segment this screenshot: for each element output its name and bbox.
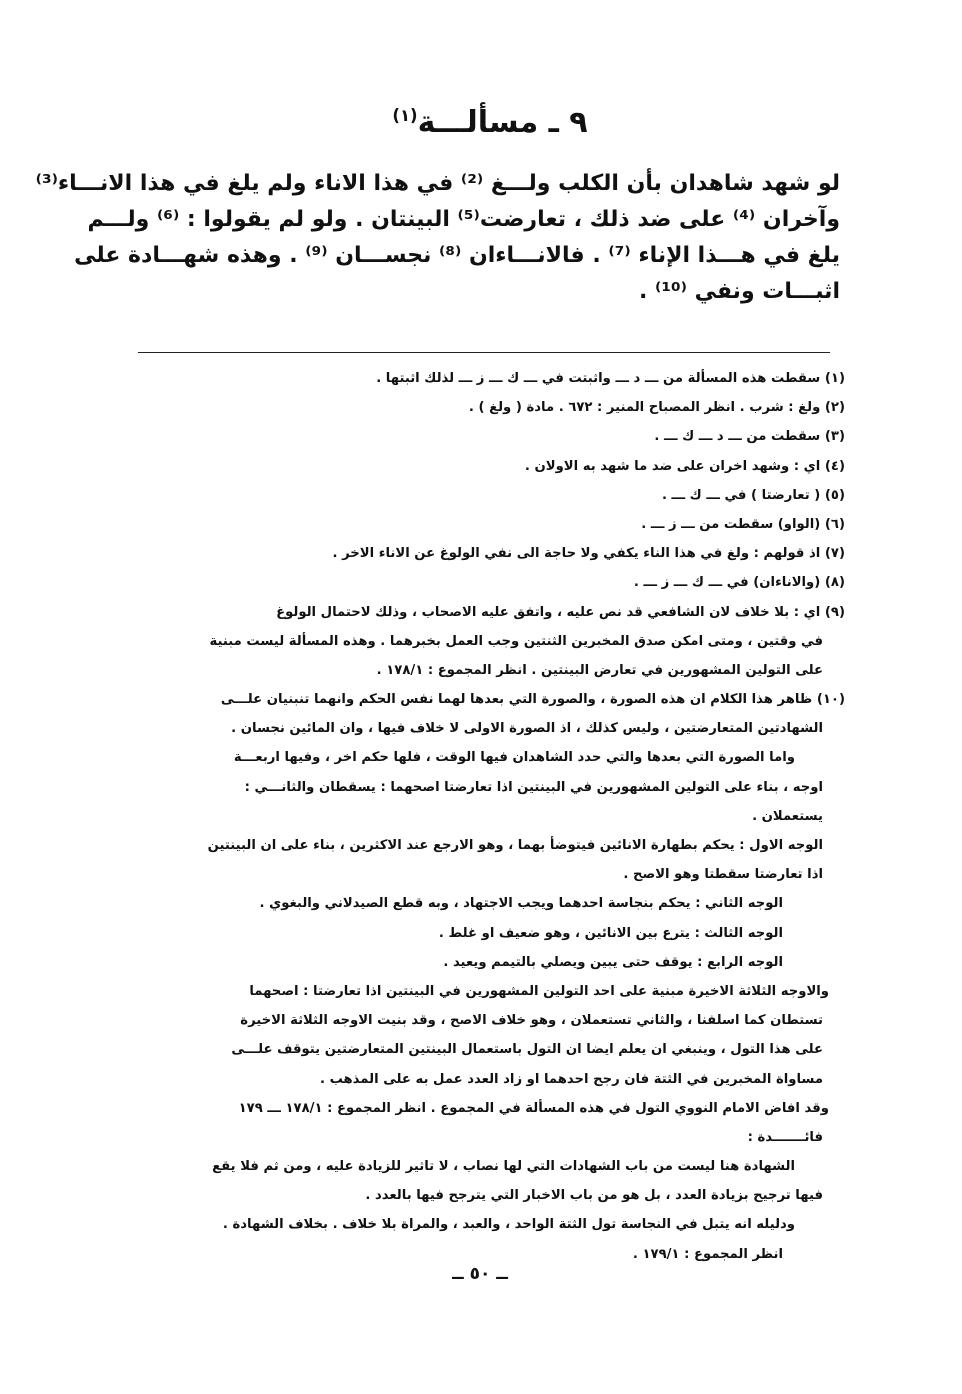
footnote-line: (١) سقطت هذه المسألة من ـــ د ـــ واثبتت في ـــ ك ـــ ز ـــ لذلك اثبتها . [376, 371, 845, 386]
page-number: ــ ٥٠ ــ [452, 1264, 508, 1284]
footnotes-section [125, 364, 845, 1269]
footnote-line: (٩) اي : بلا خلاف لان الشافعي قد نص عليه ، واتفق عليه الاصحاب ، وذلك لاحتمال الولوغ [276, 604, 845, 620]
title-text: ٩ ـ مسألـــة [417, 105, 588, 140]
footnote-line: وقد افاض الامام النووي التول في هذه المسألة في المجموع . انظر المجموع : ١٧٨/١ ـــ ١٧٩ [238, 1100, 829, 1116]
footnote-line: واما الصورة التي بعدها والتي حدد الشاهدان فيها الوقت ، فلها حكم اخر ، وفيها اربعـــة [233, 750, 795, 766]
main-line: اثبـــات ونفي ⁽¹⁰⁾ . [638, 279, 840, 304]
footnote-line: (٧) اذ قولهم : ولغ في هذا الناء يكفي ولا حاجة الى نفي الولوغ عن الاناء الاخر . [332, 546, 845, 562]
footnote-line: الوجه الثالث : يترع بين الانائين ، وهو ضعيف او غلط . [438, 925, 783, 941]
footnote-line: يستعملان . [752, 808, 823, 824]
footnote-line: ودليله انه يتبل في النجاسة تول الثتة الواحد ، والعبد ، والمراة بلا خلاف . بخلاف الشهادة . [222, 1217, 795, 1233]
footnote-line: (٢) ولغ : شرب . انظر المصباح المنير : ٦٧٢ . مادة ( ولغ ) . [468, 400, 845, 416]
footnote-line: اذا تعارضتا سقطتا وهو الاصح . [623, 867, 823, 883]
footnote-line: (٦) (الواو) سقطت من ـــ ز ـــ . [641, 516, 845, 532]
main-line: وآخران ⁽⁴⁾ على ضد ذلك ، تعارضت⁽⁵⁾ البينتان . ولو لم يقولوا : ⁽⁶⁾ ولـــم [87, 207, 840, 232]
footnote-line: فائـــــــدة : [747, 1129, 823, 1145]
title-footnote-ref: (١) [392, 106, 418, 125]
footnote-line: (٥) ( تعارضتا ) في ـــ ك ـــ . [661, 487, 845, 503]
footnote-divider [138, 352, 830, 353]
footnote-line: مساواة المخبرين في الثتة فان رجح احدهما او زاد العدد عمل به على المذهب . [319, 1071, 823, 1087]
footnote-line: انظر المجموع : ١٧٩/١ . [632, 1246, 783, 1262]
main-line: لو شهد شاهدان بأن الكلب ولـــغ ⁽²⁾ في هذا الاناء ولم يلغ في هذا الانـــاء⁽³⁾ [35, 171, 840, 196]
main-paragraph [35, 166, 840, 310]
footnote-line: والاوجه الثلاثة الاخيرة مبنية على احد التولين المشهورين في البينتين اذا تعارضتا : اصحهما [249, 983, 829, 999]
footnote-line: اوجه ، بناء على التولين المشهورين في البينتين اذا تعارضتا اصحهما : يسقطان والثانـــي : [244, 779, 823, 795]
footnote-line: الشهادتين المتعارضتين ، وليس كذلك ، اذ الصورة الاولى لا خلاف فيها ، وان المائين نجسان . [231, 721, 823, 737]
page-title [240, 96, 740, 143]
footnote-line: (٨) (والاناءان) في ـــ ك ـــ ز ـــ . [633, 575, 845, 591]
footnote-line: الوجه الاول : يحكم بطهارة الانائين فيتوضأ بهما ، وهو الارجع عند الاكثرين ، بناء على ان البينتين [207, 838, 823, 853]
footnote-line: الشهادة هنا ليست من باب الشهادات التي لها نصاب ، لا تاثير للزيادة عليه ، ومن ثم فلا يقع [212, 1159, 795, 1175]
main-line: يلغ في هـــذا الإناء ⁽⁷⁾ . فالانـــاءان ⁽⁸⁾ نجســـان ⁽⁹⁾ . وهذه شهـــادة على [74, 243, 840, 268]
footnote-line: (٤) اي : وشهد اخران على ضد ما شهد به الاولان . [524, 458, 845, 474]
footnote-line: على هذا التول ، وينبغي ان يعلم ايضا ان التول باستعمال البينتين المتعارضتين يتوقف علـــى [231, 1042, 823, 1058]
footnote-line: تستطان كما اسلفنا ، والثاني تستعملان ، وهو خلاف الاصح ، وقد بنيت الاوجه الثلاثة الاخيرة [240, 1013, 823, 1029]
footnote-line: على التولين المشهورين في تعارض البينتين . انظر المجموع : ١٧٨/١ . [376, 662, 823, 678]
footnote-line: (١٠) ظاهر هذا الكلام ان هذه الصورة ، والصورة التي بعدها لهما نفس الحكم وانهما تنبنيان علـــى [220, 692, 845, 708]
footnote-line: الوجه الثاني : يحكم بنجاسة احدهما ويجب الاجتهاد ، وبه قطع الصيدلاني والبغوي . [259, 896, 783, 912]
footnote-line: في وقتين ، ومتى امكن صدق المخبرين الثنتين وجب العمل بخبرهما . وهذه المسألة ليست مبنية [209, 633, 823, 649]
footnote-line: الوجه الرابع : يوقف حتى يبين ويصلي بالتيمم ويعيد . [443, 954, 783, 970]
footnote-line: (٣) سقطت من ـــ د ـــ ك ـــ . [654, 429, 845, 445]
footnote-line: فيها ترجيح بزيادة العدد ، بل هو من باب الاخبار التي يترجح فيها بالعدد . [365, 1188, 823, 1204]
